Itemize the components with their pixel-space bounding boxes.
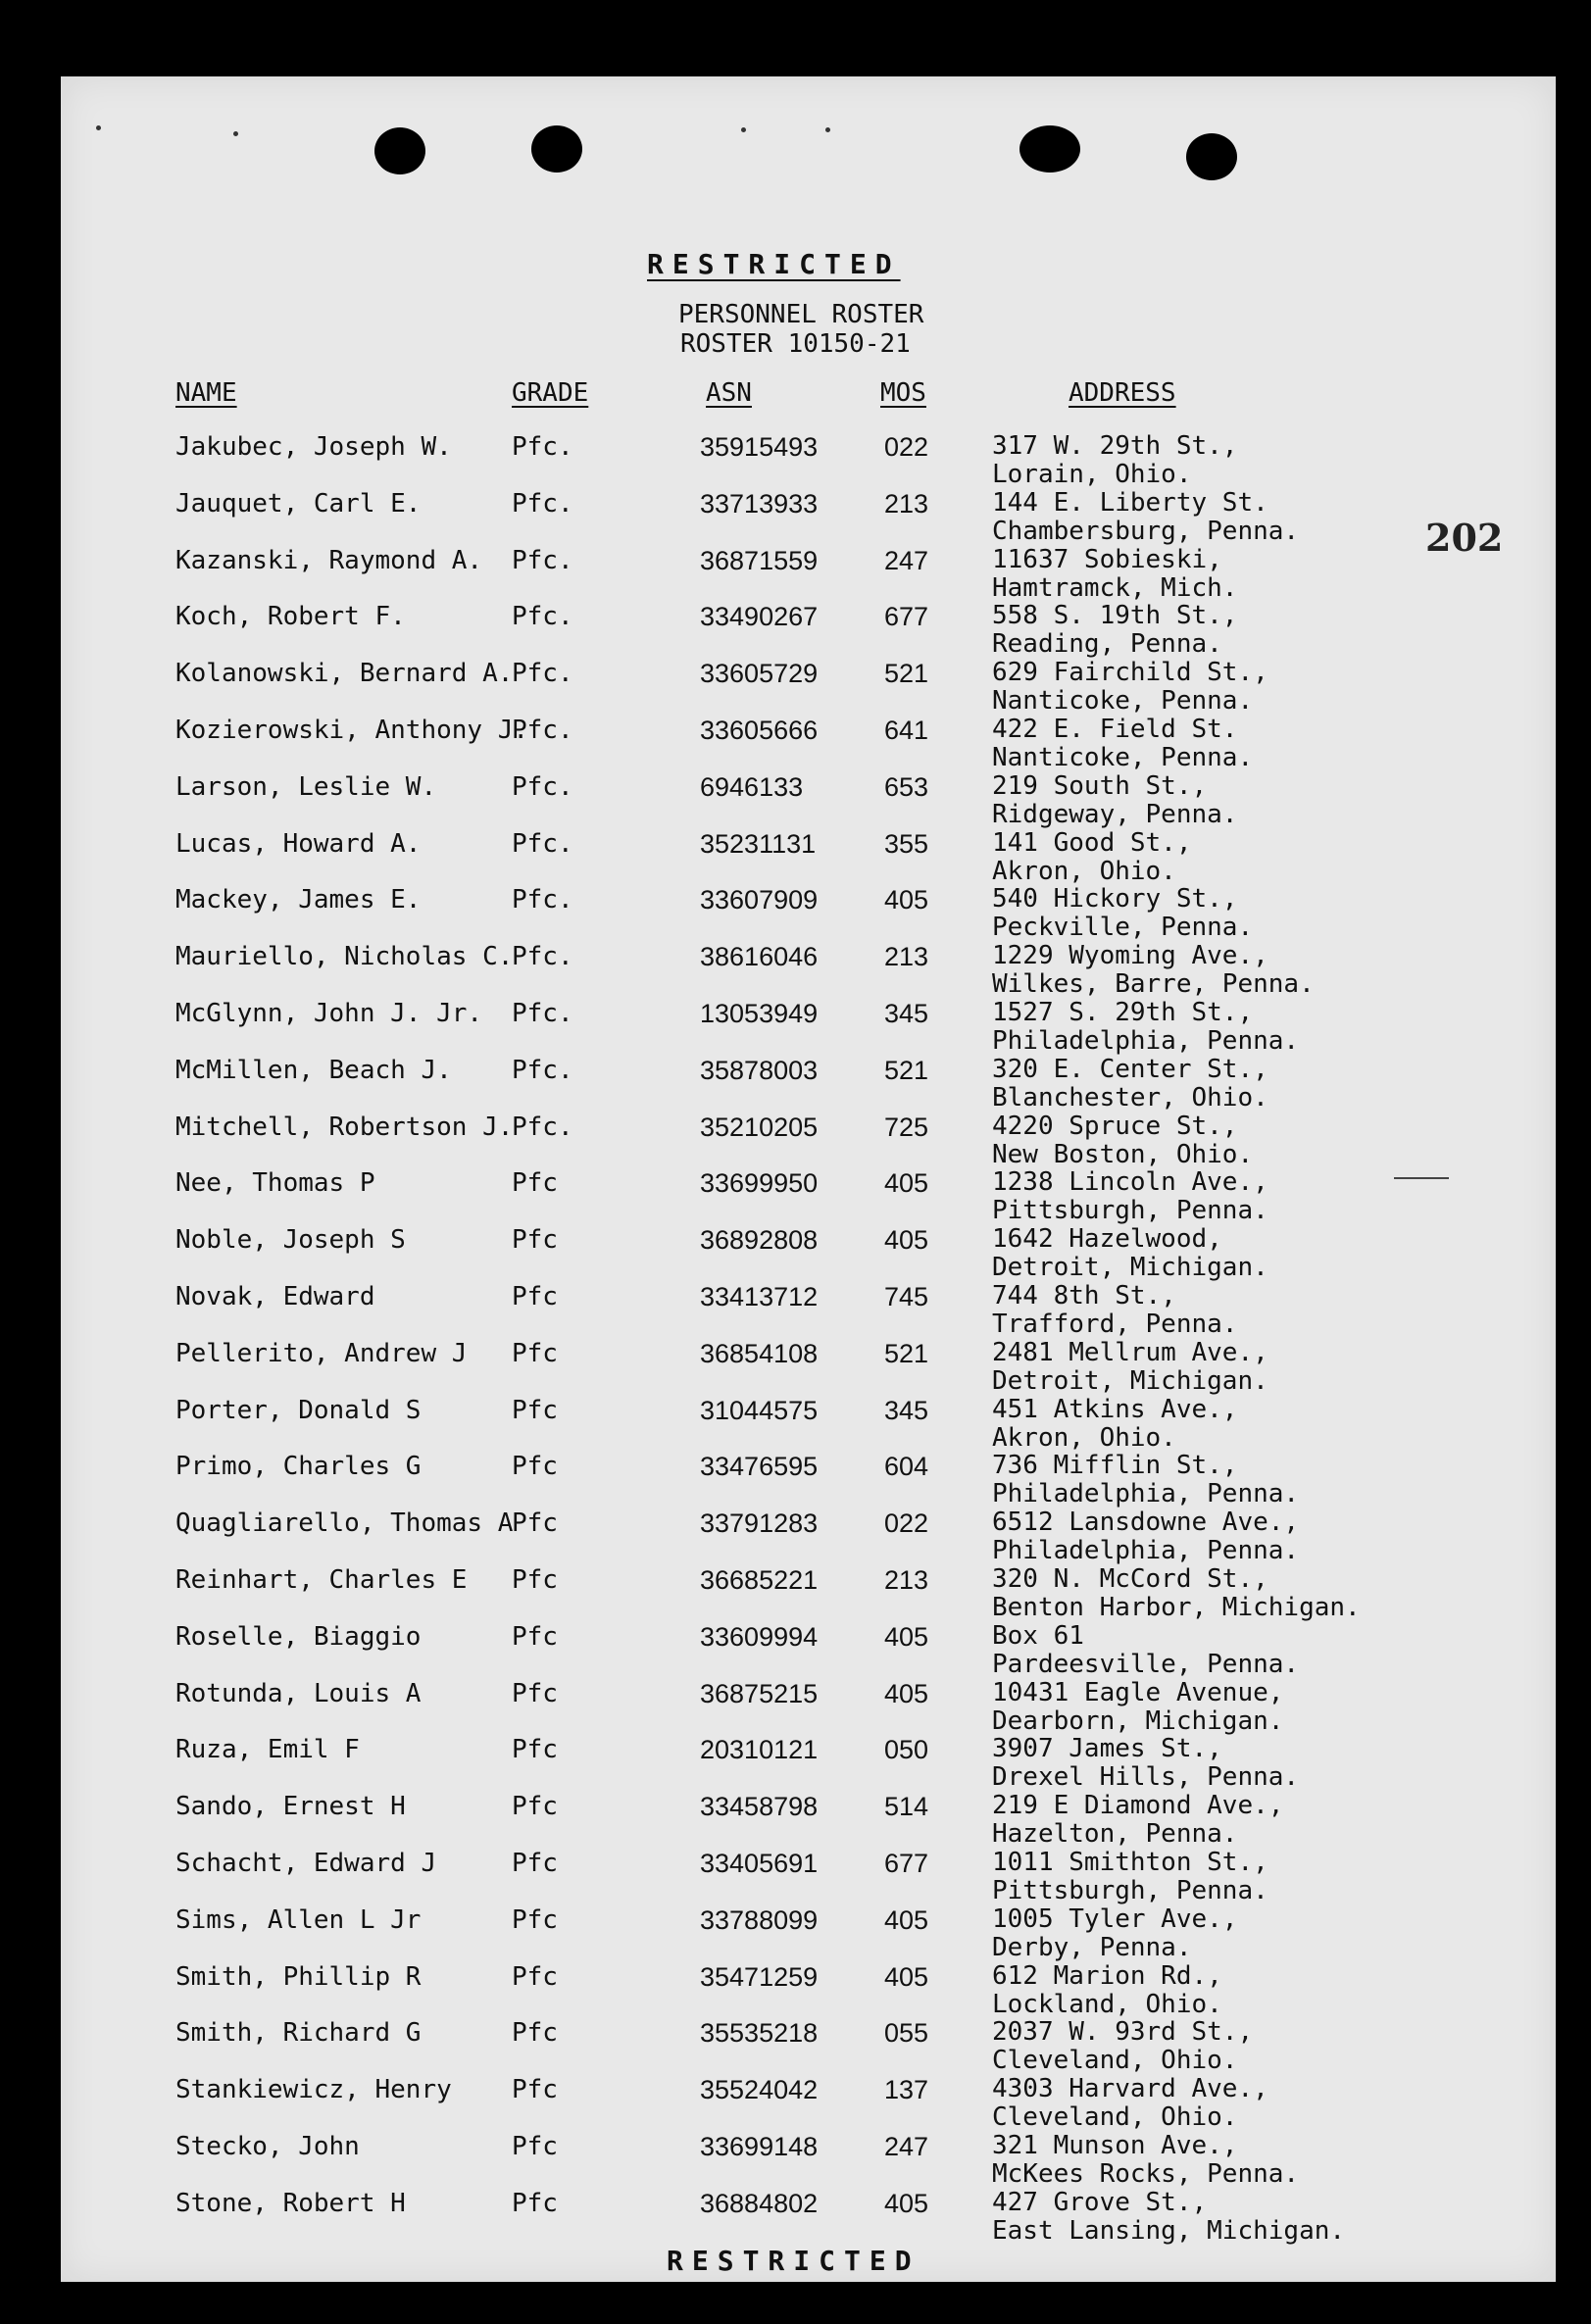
- cell-address: [992, 1962, 1222, 2019]
- cell-mos: 653: [884, 771, 929, 802]
- cell-name: Pellerito, Andrew J: [175, 1338, 468, 1368]
- cell-address: [992, 489, 1299, 546]
- roster-table: [61, 432, 1556, 2246]
- cell-name: McGlynn, John J. Jr.: [175, 998, 483, 1028]
- cell-address: [992, 1339, 1268, 1396]
- cell-grade: Pfc.: [512, 432, 573, 462]
- cell-asn: 33605729: [700, 659, 819, 689]
- cell-address: [992, 716, 1253, 772]
- cell-asn: 33605666: [700, 715, 819, 745]
- address-line-city: Peckville, Penna.: [992, 913, 1254, 943]
- table-row: [61, 1905, 1556, 1962]
- cell-mos: 345: [884, 998, 929, 1028]
- table-row: [61, 829, 1556, 886]
- address-line-city: Lockland, Ohio.: [992, 1989, 1222, 2019]
- cell-asn: 33699148: [700, 2131, 819, 2161]
- cell-address: [992, 1452, 1299, 1508]
- cell-name: Schacht, Edward J: [175, 1848, 437, 1878]
- address-line-city: Nanticoke, Penna.: [992, 742, 1254, 772]
- table-row: [61, 1735, 1556, 1792]
- cell-asn: 35524042: [700, 2075, 819, 2105]
- address-line-city: Akron, Ohio.: [992, 856, 1176, 886]
- table-row: [61, 659, 1556, 716]
- cell-asn: 33607909: [700, 885, 819, 915]
- cell-name: Kazanski, Raymond A.: [175, 545, 483, 575]
- cell-address: [992, 1225, 1268, 1282]
- address-line-city: Cleveland, Ohio.: [992, 2102, 1238, 2133]
- table-row: [61, 1508, 1556, 1565]
- subtitle-personnel-roster: PERSONNEL ROSTER: [678, 300, 924, 329]
- cell-mos: 213: [884, 488, 929, 519]
- cell-asn: 33788099: [700, 1904, 819, 1935]
- cell-address: [992, 829, 1192, 886]
- address-line-street: 4303 Harvard Ave.,: [992, 2074, 1268, 2104]
- cell-address: [992, 1849, 1268, 1905]
- cell-grade: Pfc: [512, 1564, 558, 1595]
- table-row: [61, 1849, 1556, 1905]
- cell-name: Nee, Thomas P: [175, 1168, 375, 1199]
- address-line-street: 422 E. Field St.: [992, 714, 1238, 744]
- cell-mos: 405: [884, 885, 929, 915]
- cell-mos: 521: [884, 1055, 929, 1085]
- cell-name: Reinhart, Charles E: [175, 1564, 468, 1595]
- cell-asn: 35231131: [700, 828, 817, 859]
- cell-mos: 725: [884, 1112, 929, 1142]
- cell-name: Larson, Leslie W.: [175, 771, 437, 802]
- cell-mos: 247: [884, 545, 929, 575]
- table-row: [61, 1282, 1556, 1339]
- cell-name: Stankiewicz, Henry: [175, 2075, 452, 2105]
- table-row: [61, 2018, 1556, 2075]
- cell-address: [992, 2075, 1268, 2132]
- column-header-address: ADDRESS: [1069, 378, 1176, 408]
- cell-name: Smith, Phillip R: [175, 1961, 422, 1992]
- cell-name: Rotunda, Louis A: [175, 1678, 422, 1708]
- table-row: [61, 716, 1556, 772]
- address-line-city: Drexel Hills, Penna.: [992, 1762, 1300, 1793]
- address-line-street: 736 Mifflin St.,: [992, 1451, 1238, 1481]
- address-line-city: Hamtramck, Mich.: [992, 572, 1238, 603]
- address-line-street: 11637 Sobieski,: [992, 544, 1222, 574]
- address-line-street: 427 Grove St.,: [992, 2187, 1208, 2217]
- cell-mos: 405: [884, 1621, 929, 1652]
- address-line-city: Pardeesville, Penna.: [992, 1649, 1300, 1679]
- table-row: [61, 432, 1556, 489]
- table-row: [61, 1056, 1556, 1113]
- cell-address: [992, 602, 1237, 659]
- cell-grade: Pfc: [512, 2188, 558, 2218]
- address-line-street: 144 E. Liberty St.: [992, 487, 1268, 518]
- cell-name: Mitchell, Robertson J.: [175, 1112, 514, 1142]
- cell-grade: Pfc: [512, 1508, 558, 1539]
- address-line-city: East Lansing, Michigan.: [992, 2215, 1346, 2246]
- table-row: [61, 942, 1556, 999]
- cell-mos: 345: [884, 1395, 929, 1425]
- address-line-street: 317 W. 29th St.,: [992, 431, 1238, 461]
- table-row: [61, 772, 1556, 829]
- table-row: [61, 1113, 1556, 1169]
- table-row: [61, 2132, 1556, 2189]
- cell-name: Jakubec, Joseph W.: [175, 432, 452, 462]
- address-line-city: Philadelphia, Penna.: [992, 1479, 1300, 1509]
- address-line-city: McKees Rocks, Penna.: [992, 2158, 1300, 2189]
- cell-asn: 33476595: [700, 1452, 819, 1482]
- cell-grade: Pfc.: [512, 488, 573, 519]
- cell-grade: Pfc.: [512, 602, 573, 632]
- cell-mos: 521: [884, 1338, 929, 1368]
- cell-mos: 604: [884, 1452, 929, 1482]
- cell-name: Jauquet, Carl E.: [175, 488, 422, 519]
- cell-grade: Pfc: [512, 2018, 558, 2049]
- cell-asn: 33791283: [700, 1508, 819, 1539]
- footer-classification: RESTRICTED: [667, 2245, 920, 2277]
- cell-mos: 050: [884, 1735, 929, 1765]
- column-header-mos: MOS: [880, 378, 926, 408]
- address-line-street: 612 Marion Rd.,: [992, 1960, 1222, 1991]
- cell-mos: 405: [884, 1961, 929, 1992]
- cell-address: [992, 1792, 1283, 1849]
- cell-grade: Pfc: [512, 1735, 558, 1765]
- subtitle-roster-number: ROSTER 10150-21: [680, 329, 911, 359]
- address-line-city: Philadelphia, Penna.: [992, 1536, 1300, 1566]
- address-line-street: 219 E Diamond Ave.,: [992, 1791, 1284, 1821]
- address-line-city: Blanchester, Ohio.: [992, 1082, 1268, 1113]
- cell-name: McMillen, Beach J.: [175, 1055, 452, 1085]
- address-line-street: 540 Hickory St.,: [992, 884, 1238, 915]
- cell-name: Noble, Joseph S: [175, 1225, 406, 1256]
- cell-name: Ruza, Emil F: [175, 1735, 360, 1765]
- cell-address: [992, 2132, 1299, 2189]
- cell-mos: 355: [884, 828, 929, 859]
- cell-grade: Pfc: [512, 1792, 558, 1822]
- cell-mos: 641: [884, 715, 929, 745]
- cell-grade: Pfc: [512, 1395, 558, 1425]
- cell-mos: 405: [884, 1225, 929, 1256]
- cell-mos: 213: [884, 1564, 929, 1595]
- cell-name: Kozierowski, Anthony J.: [175, 715, 529, 745]
- address-line-city: Chambersburg, Penna.: [992, 516, 1300, 546]
- table-row: [61, 2075, 1556, 2132]
- cell-grade: Pfc.: [512, 1112, 573, 1142]
- cell-grade: Pfc: [512, 1961, 558, 1992]
- address-line-street: 2037 W. 93rd St.,: [992, 2017, 1254, 2048]
- cell-grade: Pfc: [512, 1904, 558, 1935]
- cell-address: [992, 1396, 1237, 1453]
- table-row: [61, 999, 1556, 1056]
- cell-grade: Pfc.: [512, 659, 573, 689]
- address-line-street: Box 61: [992, 1620, 1084, 1651]
- cell-address: [992, 1565, 1361, 1622]
- address-line-street: 2481 Mellrum Ave.,: [992, 1337, 1268, 1367]
- cell-mos: 405: [884, 1168, 929, 1199]
- cell-asn: 33699950: [700, 1168, 819, 1199]
- cell-asn: 33458798: [700, 1792, 819, 1822]
- address-line-street: 3907 James St.,: [992, 1734, 1222, 1764]
- address-line-city: Akron, Ohio.: [992, 1422, 1176, 1453]
- address-line-city: Wilkes, Barre, Penna.: [992, 969, 1315, 1000]
- cell-name: Porter, Donald S: [175, 1395, 422, 1425]
- column-header-name: NAME: [175, 378, 237, 408]
- cell-asn: 33490267: [700, 602, 819, 632]
- address-line-street: 744 8th St.,: [992, 1280, 1176, 1310]
- address-line-street: 320 N. McCord St.,: [992, 1563, 1268, 1594]
- cell-mos: 405: [884, 1678, 929, 1708]
- address-line-city: New Boston, Ohio.: [992, 1139, 1254, 1169]
- address-line-street: 1642 Hazelwood,: [992, 1224, 1222, 1255]
- address-line-city: Ridgeway, Penna.: [992, 799, 1238, 829]
- cell-address: [992, 999, 1299, 1056]
- cell-asn: 36884802: [700, 2188, 819, 2218]
- roster-document: [61, 76, 1556, 2282]
- cell-grade: Pfc: [512, 2075, 558, 2105]
- cell-address: [992, 942, 1315, 999]
- cell-name: Smith, Richard G: [175, 2018, 422, 2049]
- address-line-street: 1005 Tyler Ave.,: [992, 1904, 1238, 1934]
- cell-grade: Pfc: [512, 1848, 558, 1878]
- cell-address: [992, 2189, 1345, 2246]
- table-row: [61, 1339, 1556, 1396]
- cell-asn: 35915493: [700, 432, 819, 462]
- cell-mos: 405: [884, 2188, 929, 2218]
- cell-mos: 022: [884, 1508, 929, 1539]
- cell-grade: Pfc: [512, 1621, 558, 1652]
- table-row: [61, 546, 1556, 603]
- address-line-city: Philadelphia, Penna.: [992, 1025, 1300, 1056]
- cell-grade: Pfc: [512, 1338, 558, 1368]
- table-row: [61, 885, 1556, 942]
- cell-name: Sando, Ernest H: [175, 1792, 406, 1822]
- cell-asn: 38616046: [700, 942, 819, 972]
- cell-address: [992, 546, 1237, 603]
- address-line-city: Hazelton, Penna.: [992, 1819, 1238, 1850]
- cell-mos: 514: [884, 1792, 929, 1822]
- cell-name: Mauriello, Nicholas C.: [175, 942, 514, 972]
- cell-grade: Pfc.: [512, 998, 573, 1028]
- cell-name: Stecko, John: [175, 2131, 360, 2161]
- cell-asn: 36854108: [700, 1338, 819, 1368]
- table-row: [61, 1396, 1556, 1453]
- cell-address: [992, 1056, 1268, 1113]
- cell-asn: 20310121: [700, 1735, 819, 1765]
- cell-name: Kolanowski, Bernard A.: [175, 659, 514, 689]
- cell-address: [992, 1168, 1268, 1225]
- cell-name: Primo, Charles G: [175, 1452, 422, 1482]
- cell-grade: Pfc.: [512, 771, 573, 802]
- cell-address: [992, 1735, 1299, 1792]
- address-line-city: Reading, Penna.: [992, 629, 1222, 660]
- cell-mos: 677: [884, 602, 929, 632]
- cell-grade: Pfc: [512, 1281, 558, 1311]
- cell-asn: 33405691: [700, 1848, 819, 1878]
- cell-grade: Pfc: [512, 1452, 558, 1482]
- table-row: [61, 1679, 1556, 1736]
- cell-address: [992, 885, 1253, 942]
- cell-address: [992, 659, 1268, 716]
- cell-name: Novak, Edward: [175, 1281, 375, 1311]
- cell-mos: 055: [884, 2018, 929, 2049]
- cell-asn: 33713933: [700, 488, 819, 519]
- cell-name: Stone, Robert H: [175, 2188, 406, 2218]
- cell-address: [992, 1905, 1237, 1962]
- address-line-city: Pittsburgh, Penna.: [992, 1196, 1268, 1226]
- margin-mark: [1394, 1177, 1449, 1179]
- address-line-city: Cleveland, Ohio.: [992, 2046, 1238, 2076]
- cell-asn: 6946133: [700, 771, 804, 802]
- address-line-city: Benton Harbor, Michigan.: [992, 1592, 1361, 1622]
- table-row: [61, 1565, 1556, 1622]
- cell-grade: Pfc.: [512, 545, 573, 575]
- address-line-city: Nanticoke, Penna.: [992, 686, 1254, 717]
- cell-asn: 13053949: [700, 998, 819, 1028]
- address-line-street: 1229 Wyoming Ave.,: [992, 941, 1268, 971]
- cell-address: [992, 2018, 1253, 2075]
- address-line-city: Trafford, Penna.: [992, 1309, 1238, 1339]
- cell-mos: 213: [884, 942, 929, 972]
- address-line-street: 1011 Smithton St.,: [992, 1847, 1268, 1877]
- cell-mos: 521: [884, 659, 929, 689]
- cell-address: [992, 1113, 1253, 1169]
- table-row: [61, 1962, 1556, 2019]
- cell-mos: 405: [884, 1904, 929, 1935]
- cell-mos: 677: [884, 1848, 929, 1878]
- table-row: [61, 1452, 1556, 1508]
- address-line-street: 6512 Lansdowne Ave.,: [992, 1508, 1300, 1538]
- address-line-city: Pittsburgh, Penna.: [992, 1875, 1268, 1905]
- paper-sheet: [61, 76, 1556, 2282]
- cell-mos: 137: [884, 2075, 929, 2105]
- cell-name: Sims, Allen L Jr: [175, 1904, 422, 1935]
- header-title: RESTRICTED: [647, 248, 901, 280]
- table-row: [61, 2189, 1556, 2246]
- address-line-street: 10431 Eagle Avenue,: [992, 1677, 1284, 1707]
- address-line-street: 321 Munson Ave.,: [992, 2130, 1238, 2160]
- cell-asn: 33413712: [700, 1281, 819, 1311]
- cell-mos: 745: [884, 1281, 929, 1311]
- cell-asn: 35878003: [700, 1055, 819, 1085]
- address-line-street: 1238 Lincoln Ave.,: [992, 1167, 1268, 1198]
- cell-asn: 33609994: [700, 1621, 819, 1652]
- address-line-street: 451 Atkins Ave.,: [992, 1394, 1238, 1424]
- address-line-street: 558 S. 19th St.,: [992, 601, 1238, 631]
- cell-address: [992, 772, 1237, 829]
- cell-asn: 35535218: [700, 2018, 819, 2049]
- cell-grade: Pfc.: [512, 715, 573, 745]
- cell-asn: 35210205: [700, 1112, 819, 1142]
- cell-address: [992, 1508, 1299, 1565]
- table-row: [61, 1622, 1556, 1679]
- cell-grade: Pfc: [512, 1678, 558, 1708]
- address-line-city: Detroit, Michigan.: [992, 1253, 1268, 1283]
- address-line-city: Derby, Penna.: [992, 1932, 1192, 1962]
- cell-address: [992, 1679, 1283, 1736]
- cell-name: Mackey, James E.: [175, 885, 422, 915]
- cell-grade: Pfc.: [512, 942, 573, 972]
- cell-name: Lucas, Howard A.: [175, 828, 422, 859]
- cell-grade: Pfc: [512, 1225, 558, 1256]
- cell-name: Quagliarello, Thomas A: [175, 1508, 514, 1539]
- address-line-street: 4220 Spruce St.,: [992, 1111, 1238, 1141]
- address-line-city: Detroit, Michigan.: [992, 1365, 1268, 1396]
- cell-asn: 36875215: [700, 1678, 819, 1708]
- cell-grade: Pfc: [512, 2131, 558, 2161]
- cell-name: Koch, Robert F.: [175, 602, 406, 632]
- address-line-street: 141 Good St.,: [992, 827, 1192, 858]
- address-line-street: 320 E. Center St.,: [992, 1054, 1268, 1084]
- page-number: 202: [1425, 516, 1504, 560]
- cell-name: Roselle, Biaggio: [175, 1621, 422, 1652]
- cell-address: [992, 432, 1237, 489]
- table-row: [61, 602, 1556, 659]
- cell-grade: Pfc.: [512, 885, 573, 915]
- address-line-street: 219 South St.,: [992, 770, 1208, 801]
- cell-asn: 35471259: [700, 1961, 819, 1992]
- address-line-street: 1527 S. 29th St.,: [992, 997, 1254, 1027]
- table-row: [61, 489, 1556, 546]
- cell-mos: 247: [884, 2131, 929, 2161]
- column-header-asn: ASN: [706, 378, 752, 408]
- cell-grade: Pfc: [512, 1168, 558, 1199]
- cell-address: [992, 1622, 1299, 1679]
- cell-asn: 36892808: [700, 1225, 819, 1256]
- cell-grade: Pfc.: [512, 1055, 573, 1085]
- address-line-city: Lorain, Ohio.: [992, 460, 1192, 489]
- address-line-street: 629 Fairchild St.,: [992, 658, 1268, 688]
- cell-mos: 022: [884, 432, 929, 462]
- table-row: [61, 1168, 1556, 1225]
- address-line-city: Dearborn, Michigan.: [992, 1706, 1284, 1736]
- column-header-grade: GRADE: [512, 378, 589, 408]
- cell-asn: 36685221: [700, 1564, 819, 1595]
- table-row: [61, 1225, 1556, 1282]
- cell-grade: Pfc.: [512, 828, 573, 859]
- cell-asn: 36871559: [700, 545, 819, 575]
- cell-address: [992, 1282, 1237, 1339]
- table-row: [61, 1792, 1556, 1849]
- cell-asn: 31044575: [700, 1395, 819, 1425]
